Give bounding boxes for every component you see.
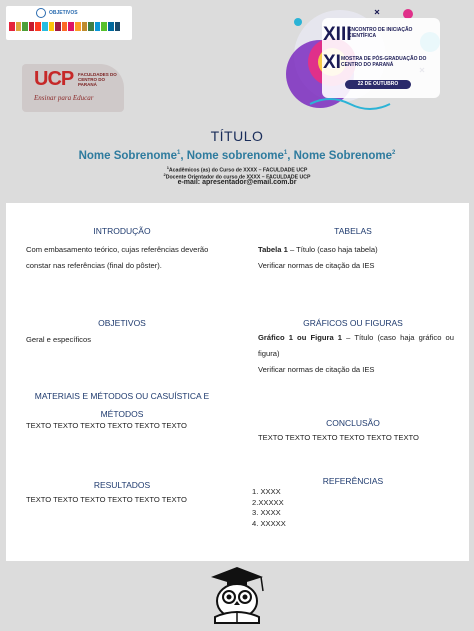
heading-objetivos: OBJETIVOS bbox=[98, 318, 146, 328]
reference-item: 4. XXXXX bbox=[252, 518, 286, 528]
presenter-email: e-mail: apresentador@email.com.br bbox=[177, 179, 297, 186]
sdg-goal-tile bbox=[82, 22, 88, 31]
heading-referencias: REFERÊNCIAS bbox=[322, 476, 384, 486]
text-conclusao: TEXTO TEXTO TEXTO TEXTO TEXTO TEXTO bbox=[258, 433, 419, 442]
heading-introducao: INTRODUÇÃO bbox=[93, 226, 151, 236]
sdg-goal-tile bbox=[101, 22, 107, 31]
event-edition-xi: XI bbox=[323, 52, 341, 73]
sdg-goal-tile bbox=[108, 22, 114, 31]
sdg-goal-tile bbox=[55, 22, 61, 31]
author-3: Nome Sobrenome bbox=[293, 150, 393, 162]
ucp-logo-mark: UCP bbox=[34, 68, 74, 90]
event-title-iniciacao: ENCONTRO DE INICIAÇÃO CIENTÍFICA bbox=[348, 27, 413, 39]
sdg-goal-tile bbox=[95, 22, 101, 31]
sdg-logo bbox=[36, 8, 78, 18]
sdg-goal-tile bbox=[68, 22, 74, 31]
author-2: Nome sobrenome bbox=[186, 150, 284, 162]
reference-item: 3. XXXX bbox=[252, 508, 281, 517]
text-materiais-metodos: TEXTO TEXTO TEXTO TEXTO TEXTO TEXTO bbox=[26, 421, 187, 430]
sdg-goal-tile bbox=[22, 22, 28, 31]
event-title-mostra: MOSTRA DE PÓS-GRADUAÇÃO DO CENTRO DO PARANÁ bbox=[341, 56, 427, 68]
poster-title: TÍTULO bbox=[210, 128, 264, 144]
sdg-goal-tile bbox=[62, 22, 68, 31]
text-graficos-caption: Gráfico 1 ou Figura 1 – Título (caso haja gráfico ou figura) bbox=[258, 333, 455, 358]
sdg-goal-tile bbox=[49, 22, 55, 31]
heading-materiais-metodos: MATERIAIS E MÉTODOS OU CASUÍSTICA E MÉTODOS bbox=[34, 391, 210, 419]
references-list bbox=[252, 487, 286, 529]
heading-conclusao: CONCLUSÃO bbox=[326, 418, 380, 428]
heading-graficos: GRÁFICOS OU FIGURAS bbox=[303, 318, 403, 328]
reference-item: 2.XXXXX bbox=[252, 497, 284, 507]
sdg-label: OBJETIVOS bbox=[49, 10, 78, 16]
ucp-slogan: Ensinar para Educar bbox=[34, 94, 94, 102]
graduate-owl-icon bbox=[205, 565, 269, 627]
heading-resultados: RESULTADOS bbox=[93, 480, 151, 490]
event-date-badge: 22 DE OUTUBRO bbox=[345, 80, 411, 89]
text-objetivos: Geral e específicos bbox=[26, 335, 91, 344]
sdg-goal-tile bbox=[9, 22, 15, 31]
un-emblem-icon bbox=[36, 8, 46, 18]
sdg-goal-tile bbox=[115, 22, 121, 31]
sdg-goal-tile bbox=[35, 22, 41, 31]
sdg-goal-tile bbox=[42, 22, 48, 31]
text-resultados: TEXTO TEXTO TEXTO TEXTO TEXTO TEXTO bbox=[26, 495, 187, 504]
text-introducao: Com embasamento teórico, cujas referências deverão constar nas referências (final do pôster). bbox=[26, 245, 209, 270]
text-tabelas-note: Verificar normas de citação da IES bbox=[258, 261, 375, 270]
text-graficos-note: Verificar normas de citação da IES bbox=[258, 365, 375, 374]
heading-tabelas: TABELAS bbox=[334, 226, 372, 236]
author-list: Nome Sobrenome$^1$, Nome sobrenome$^1$, Nome Sobrenome$^2$ bbox=[78, 150, 396, 162]
reference-item: 1. XXXX bbox=[252, 487, 281, 496]
affiliation-students: $^1$Acadêmicos (as) do Curso de XXXX – FACULDADE UCP bbox=[166, 165, 308, 174]
text-tabelas-caption: Tabela 1 – Título (caso haja tabela) bbox=[258, 245, 378, 254]
sdg-goal-tile bbox=[29, 22, 35, 31]
sdg-goal-tile bbox=[16, 22, 22, 31]
event-edition-xiii: XIII bbox=[323, 24, 352, 45]
sdg-goal-tile bbox=[75, 22, 81, 31]
ucp-faculty-name: FACULDADES DO CENTRO DO PARANÁ bbox=[78, 72, 117, 87]
affiliation-advisor: $^2$Docente Orientador do curso de XXXX – FACULDADE UCP bbox=[163, 172, 311, 181]
author-1: Nome Sobrenome bbox=[78, 150, 178, 162]
sdg-goal-tiles bbox=[9, 22, 120, 31]
sdg-goal-tile bbox=[88, 22, 94, 31]
